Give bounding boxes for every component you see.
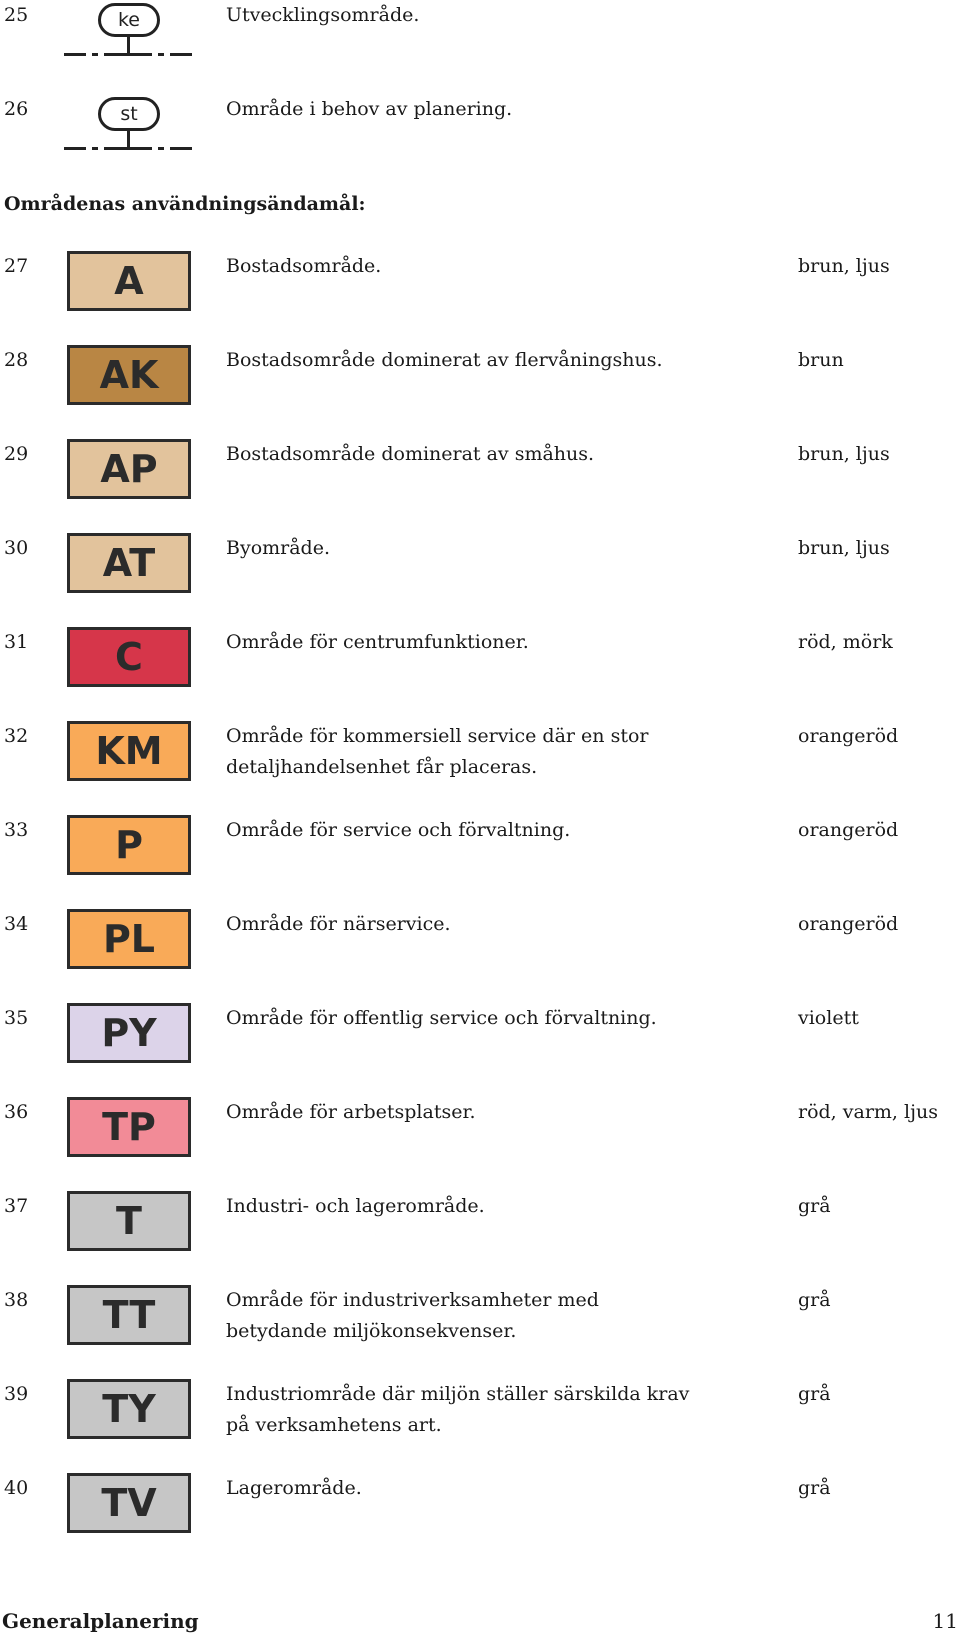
row-number: 36: [4, 1101, 29, 1123]
row-number: 32: [4, 725, 29, 747]
row-number: 27: [4, 255, 29, 277]
color-name: orangeröd: [798, 913, 899, 935]
row-description: Område för arbetsplatser.: [226, 1101, 476, 1123]
color-swatch: AP: [67, 439, 191, 499]
section-heading: Områdenas användningsändamål:: [4, 193, 366, 215]
row-number: 39: [4, 1383, 29, 1405]
row-number: 31: [4, 631, 29, 653]
symbol-bubble-marker-icon: [62, 94, 196, 156]
row-description: Område för industriverksamheter med betydande miljökonsekvenser.: [226, 1289, 599, 1342]
color-swatch: T: [67, 1191, 191, 1251]
row-description: Utvecklingsområde.: [226, 4, 420, 26]
row-description: Område för närservice.: [226, 913, 451, 935]
row-description: Område för service och förvaltning.: [226, 819, 571, 841]
color-name: orangeröd: [798, 819, 899, 841]
color-name: grå: [798, 1195, 831, 1217]
row-description: Område för offentlig service och förvaltning.: [226, 1007, 657, 1029]
color-swatch: AK: [67, 345, 191, 405]
row-description: Bostadsområde.: [226, 255, 382, 277]
row-description: Område för centrumfunktioner.: [226, 631, 529, 653]
color-name: brun: [798, 349, 844, 371]
row-number: 37: [4, 1195, 29, 1217]
symbol-label: st: [98, 97, 160, 131]
row-number: 34: [4, 913, 29, 935]
color-swatch: KM: [67, 721, 191, 781]
color-name: röd, varm, ljus: [798, 1101, 938, 1123]
color-name: brun, ljus: [798, 443, 890, 465]
row-description: Byområde.: [226, 537, 331, 559]
page-number: 11: [932, 1609, 958, 1633]
row-description: Lagerområde.: [226, 1477, 362, 1499]
row-description: Bostadsområde dominerat av småhus.: [226, 443, 595, 465]
color-swatch: TV: [67, 1473, 191, 1533]
row-number: 25: [4, 4, 29, 26]
color-swatch: PL: [67, 909, 191, 969]
color-name: violett: [798, 1007, 859, 1029]
row-number: 35: [4, 1007, 29, 1029]
color-name: brun, ljus: [798, 255, 890, 277]
row-description: Industri- och lagerområde.: [226, 1195, 485, 1217]
page-footer: [0, 1606, 960, 1636]
color-name: orangeröd: [798, 725, 899, 747]
row-number: 30: [4, 537, 29, 559]
color-swatch: C: [67, 627, 191, 687]
color-name: grå: [798, 1383, 831, 1405]
row-number: 33: [4, 819, 29, 841]
color-swatch: TY: [67, 1379, 191, 1439]
color-swatch: PY: [67, 1003, 191, 1063]
footer-title: Generalplanering: [2, 1609, 199, 1633]
row-number: 29: [4, 443, 29, 465]
row-number: 28: [4, 349, 29, 371]
color-swatch: TP: [67, 1097, 191, 1157]
color-swatch: AT: [67, 533, 191, 593]
symbol-label: ke: [98, 3, 160, 37]
row-number: 40: [4, 1477, 29, 1499]
row-number: 38: [4, 1289, 29, 1311]
color-name: röd, mörk: [798, 631, 893, 653]
row-description: Område för kommersiell service där en stor detaljhandelsenhet får placeras.: [226, 725, 649, 778]
color-name: grå: [798, 1477, 831, 1499]
color-name: brun, ljus: [798, 537, 890, 559]
color-swatch: P: [67, 815, 191, 875]
row-description: Industriområde där miljön ställer särskilda krav på verksamhetens art.: [226, 1383, 690, 1436]
color-swatch: TT: [67, 1285, 191, 1345]
symbol-bubble-marker-icon: [62, 0, 196, 62]
row-number: 26: [4, 98, 29, 120]
row-description: Bostadsområde dominerat av flervåningshus.: [226, 349, 663, 371]
row-description: Område i behov av planering.: [226, 98, 513, 120]
color-name: grå: [798, 1289, 831, 1311]
color-swatch: A: [67, 251, 191, 311]
